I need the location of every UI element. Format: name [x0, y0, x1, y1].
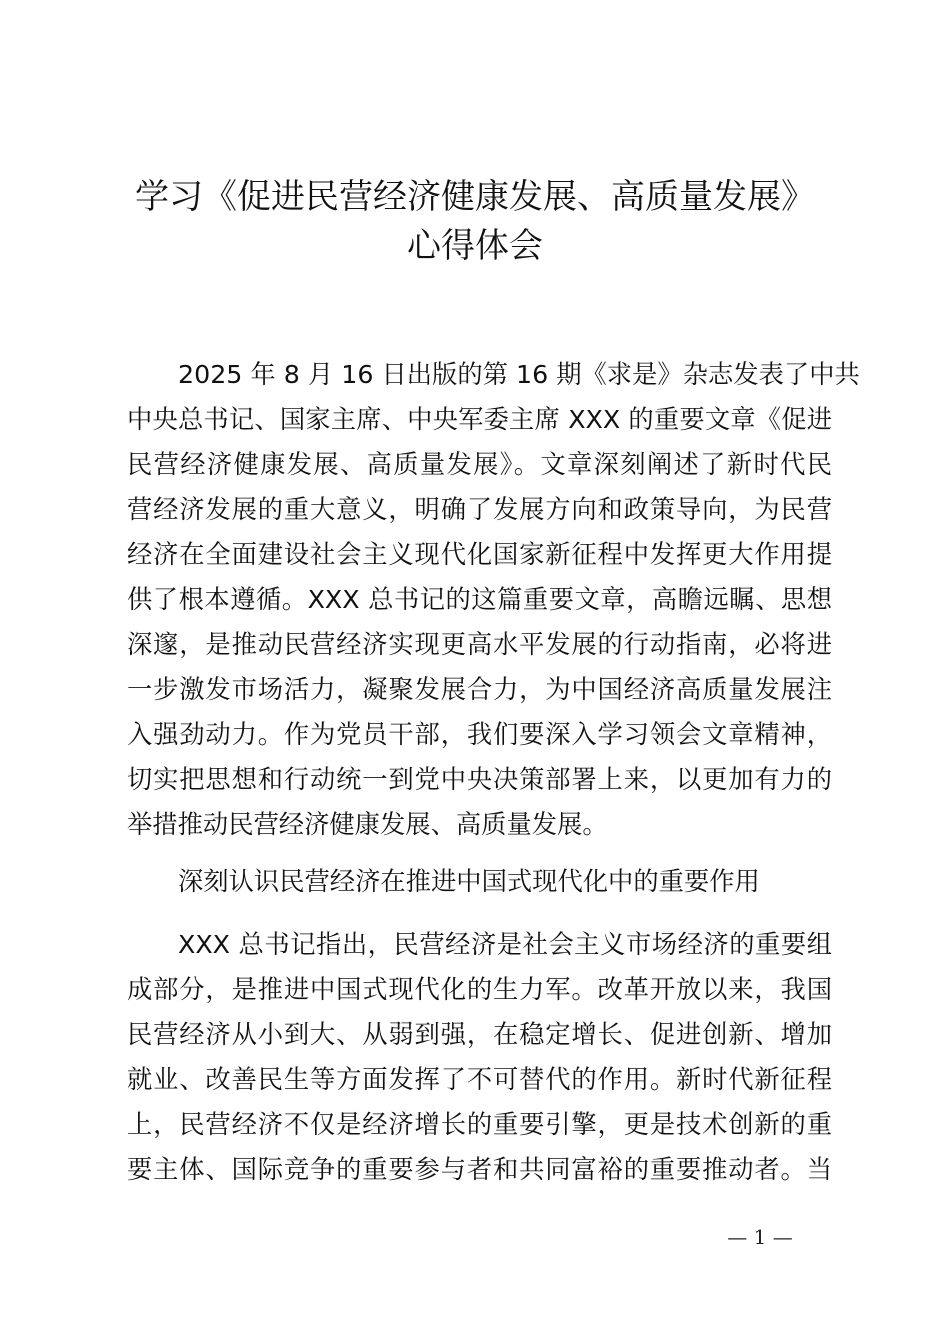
- paragraph-1-line: 深邃，是推动民营经济实现更高水平发展的行动指南，必将进: [127, 630, 832, 659]
- paragraph-1-line: 举措推动民营经济健康发展、高质量发展。: [127, 810, 608, 839]
- paragraph-1-line: 营经济发展的重大意义，明确了发展方向和政策导向，为民营: [127, 495, 832, 524]
- paragraph-1-line: 供了根本遵循。XXX 总书记的这篇重要文章，高瞻远瞩、思想: [127, 585, 832, 614]
- paragraph-1-line: 入强劲动力。作为党员干部，我们要深入学习领会文章精神，: [127, 720, 832, 749]
- paragraph-1-line: 中央总书记、国家主席、中央军委主席 XXX 的重要文章《促进: [127, 405, 832, 434]
- paragraph-2-line: 上，民营经济不仅是经济增长的重要引擎，更是技术创新的重: [127, 1110, 832, 1139]
- section-heading: 深刻认识民营经济在推进中国式现代化中的重要作用: [178, 867, 760, 896]
- paragraph-2-line: 就业、改善民生等方面发挥了不可替代的作用。新时代新征程: [127, 1065, 832, 1094]
- paragraph-1-line: 切实把思想和行动统一到党中央决策部署上来，以更加有力的: [127, 765, 832, 794]
- paragraph-2-line: 成部分，是推进中国式现代化的生力军。改革开放以来，我国: [127, 975, 832, 1004]
- document-title-line-2: 心得体会: [407, 226, 543, 266]
- document-title-line-1: 学习《促进民营经济健康发展、高质量发展》: [135, 177, 815, 217]
- paragraph-2-line: XXX 总书记指出，民营经济是社会主义市场经济的重要组: [178, 930, 832, 959]
- paragraph-1-line: 2025 年 8 月 16 日出版的第 16 期《求是》杂志发表了中共: [178, 360, 860, 389]
- paragraph-1-line: 经济在全面建设社会主义现代化国家新征程中发挥更大作用提: [127, 540, 832, 569]
- paragraph-1-line: 一步激发市场活力，凝聚发展合力，为中国经济高质量发展注: [127, 675, 832, 704]
- paragraph-2-line: 要主体、国际竞争的重要参与者和共同富裕的重要推动者。当: [127, 1155, 832, 1184]
- paragraph-2-line: 民营经济从小到大、从弱到强，在稳定增长、促进创新、增加: [127, 1020, 832, 1049]
- paragraph-1-line: 民营经济健康发展、高质量发展》。文章深刻阐述了新时代民: [127, 450, 832, 479]
- page-number: — 1 —: [727, 1225, 793, 1249]
